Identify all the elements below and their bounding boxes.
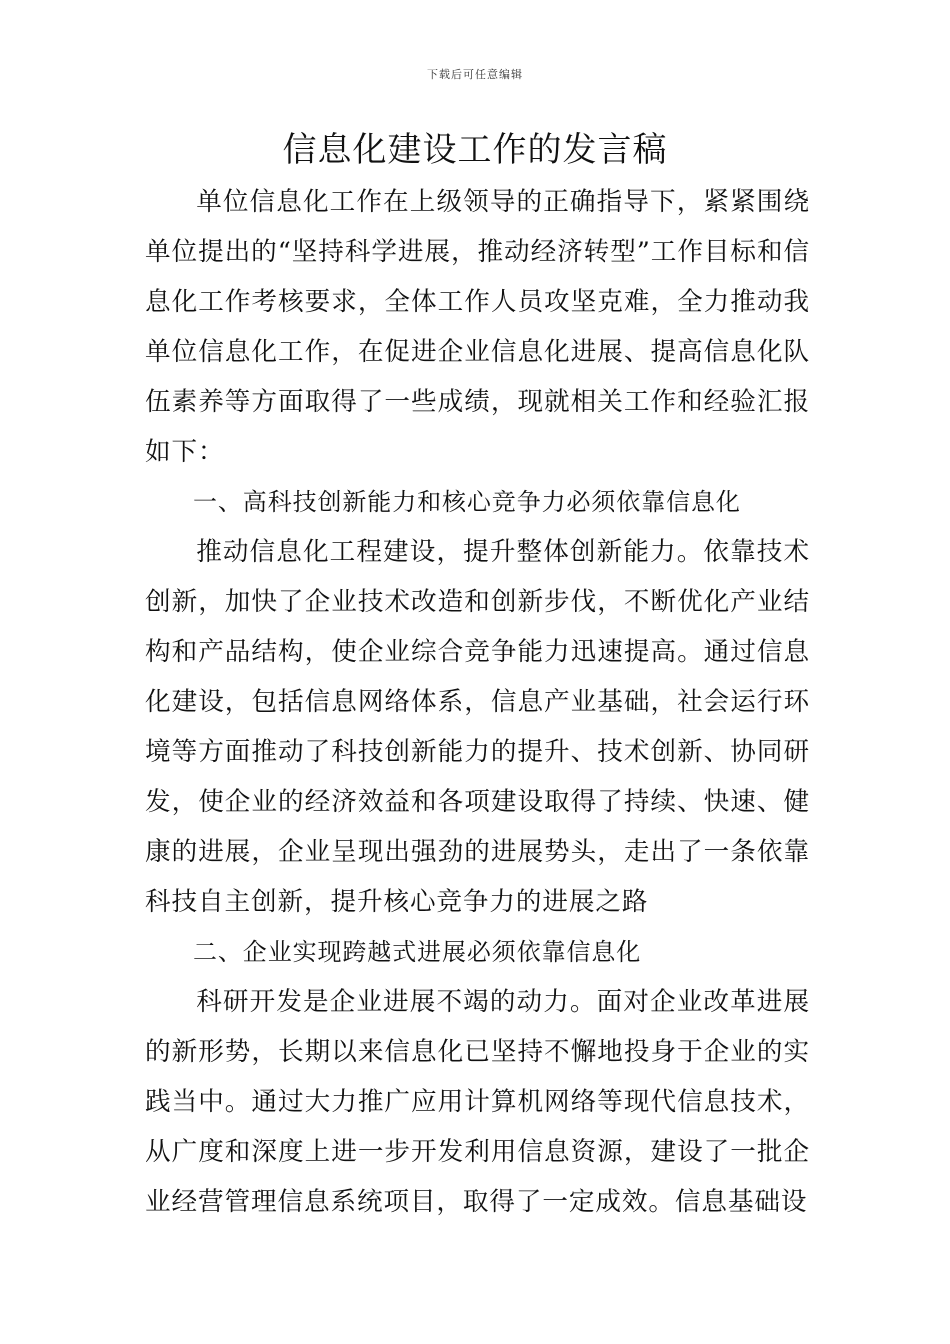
section-heading-1: 一、高科技创新能力和核心竞争力必须依靠信息化	[193, 488, 741, 516]
section-2-paragraph: 科研开发是企业进展不竭的动力。面对企业改革进展的新形势，长期以来信息化已坚持不懈地投身于企业的实践当中。通过大力推广应用计算机网络等现代信息技术，从广度和深度上进一步开发利用信息资源，建设了一批企业经营管理信息系统项目，取得了一定成效。信息基础设	[145, 987, 810, 1217]
page-header-note: 下载后可任意编辑	[427, 68, 523, 81]
document-body	[145, 177, 810, 1227]
section-heading-2: 二、企业实现跨越式进展必须依靠信息化	[193, 938, 642, 966]
document-title: 信息化建设工作的发言稿	[282, 130, 668, 170]
section-1-paragraph: 推动信息化工程建设，提升整体创新能力。依靠技术创新，加快了企业技术改造和创新步伐，不断优化产业结构和产品结构，使企业综合竞争能力迅速提高。通过信息化建设，包括信息网络体系，信息产业基础，社会运行环境等方面推动了科技创新能力的提升、技术创新、协同研发，使企业的经济效益和各项建设取得了持续、快速、健康的进展，企业呈现出强劲的进展势头，走出了一条依靠科技自主创新，提升核心竞争力的进展之路	[145, 537, 810, 917]
intro-paragraph: 单位信息化工作在上级领导的正确指导下，紧紧围绕单位提出的“坚持科学进展，推动经济转型”工作目标和信息化工作考核要求，全体工作人员攻坚克难，全力推动我单位信息化工作，在促进企业信息化进展、提高信息化队伍素养等方面取得了一些成绩，现就相关工作和经验汇报如下：	[145, 187, 810, 467]
